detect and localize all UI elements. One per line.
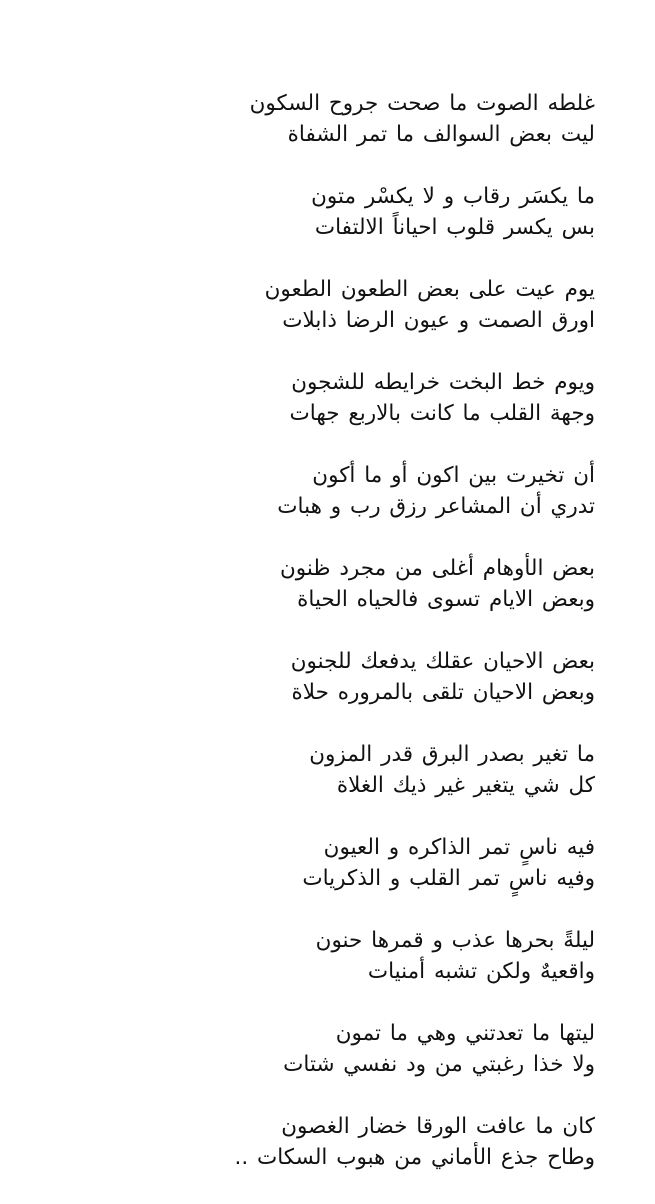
verse-line: ما يكسَر رقاب و لا يكسْر متون	[311, 184, 595, 209]
stanza-8	[40, 739, 595, 801]
verse-line: ليت بعض السوالف ما تمر الشفاة	[287, 122, 595, 147]
verse-line: واقعيهٌ ولكن تشبه أمنيات	[367, 959, 595, 984]
stanza-9	[40, 832, 595, 894]
stanza-11	[40, 1018, 595, 1080]
stanza-12	[40, 1111, 595, 1173]
verse-line: ما تغير بصدر البرق قدر المزون	[309, 742, 595, 767]
verse-line: يوم عيت على بعض الطعون الطعون	[264, 277, 595, 302]
verse-line: ويوم خط البخت خرايطه للشجون	[291, 370, 595, 395]
poem-text	[0, 88, 655, 1204]
verse-line: كان ما عافت الورقا خضار الغصون	[281, 1114, 595, 1139]
stanza-3	[40, 274, 595, 336]
verse-line: أن تخيرت بين اكون أو ما أكون	[312, 463, 595, 488]
verse-line: ليتها ما تعدتني وهي ما تمون	[335, 1021, 595, 1046]
verse-line: تدري أن المشاعر رزق رب و هبات	[277, 494, 595, 519]
stanza-7	[40, 646, 595, 708]
verse-line: كل شي يتغير غير ذيك الغلاة	[336, 773, 595, 798]
stanza-4	[40, 367, 595, 429]
stanza-2	[40, 181, 595, 243]
stanza-5	[40, 460, 595, 522]
verse-line: غلطه الصوت ما صحت جروح السكون	[249, 91, 595, 116]
verse-line: بعض الأوهام أغلى من مجرد ظنون	[280, 556, 595, 581]
verse-line: وفيه ناسٍ تمر القلب و الذكريات	[302, 866, 595, 891]
verse-line: وجهة القلب ما كانت بالاربع جهات	[289, 401, 595, 426]
verse-line: ليلةً بحرها عذب و قمرها حنون	[315, 928, 595, 953]
verse-line: اورق الصمت و عيون الرضا ذابلات	[282, 308, 595, 333]
verse-line: ولا خذا رغبتي من ود نفسي شتات	[283, 1052, 595, 1077]
verse-line: وبعض الايام تسوى فالحياه الحياة	[297, 587, 595, 612]
verse-line: بعض الاحيان عقلك يدفعك للجنون	[290, 649, 595, 674]
verse-line: فيه ناسٍ تمر الذاكره و العيون	[323, 835, 595, 860]
verse-line: بس يكسر قلوب احياناً الالتفات	[314, 215, 595, 240]
stanza-1	[40, 88, 595, 150]
verse-line: وبعض الاحيان تلقى بالمروره حلاة	[291, 680, 595, 705]
stanza-10	[40, 925, 595, 987]
stanza-6	[40, 553, 595, 615]
verse-line: وطاح جذع الأماني من هبوب السكات ..	[234, 1145, 595, 1170]
